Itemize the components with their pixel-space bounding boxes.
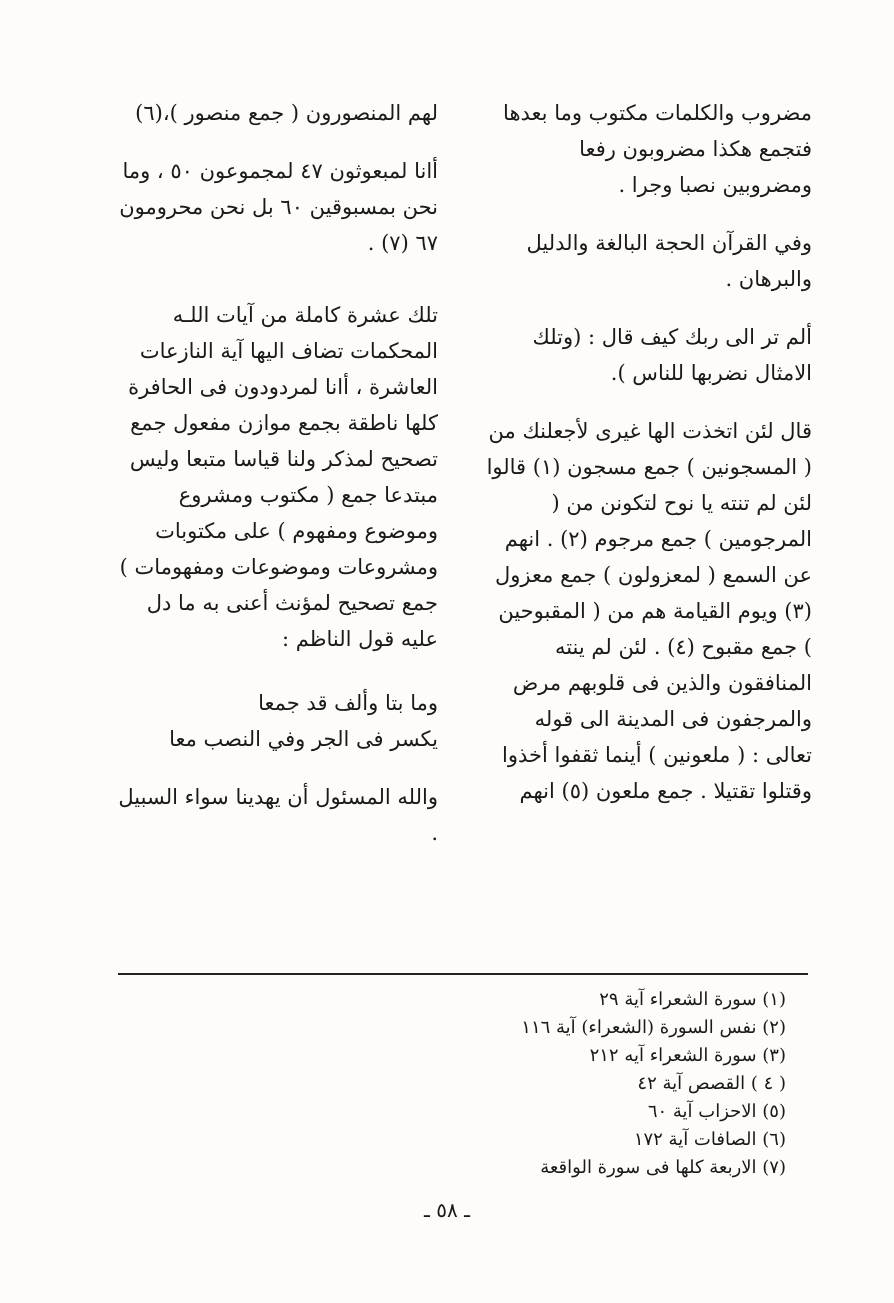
page-number: ـ ٥٨ ـ: [424, 1198, 470, 1222]
footnote-item: (٣) سورة الشعراء آيه ٢١٢: [589, 1045, 786, 1066]
footnote-item: (١) سورة الشعراء آية ٢٩: [599, 989, 786, 1010]
paragraph-ten-verses: تلك عشرة كاملة من آيات اللـه المحكمات تضاف اليها آية النازعات العاشرة ، أانا لمردودون فى الحافرة كلها ناطقة بجمع موازن مفعول جمع تصحيح لمذكر ولنا قياسا متبعا وليس مبتدعا جمع ( مكتوب ومشروع وموضوع ومفهوم ) على مكتوبات ومشروعات وموضوعات ومفهومات ) جمع تصحيح لمؤنث أعنى به ما دل عليه قول الناظم :: [119, 303, 438, 651]
paragraph-mansurun: لهم المنصورون ( جمع منصور )،(٦): [135, 101, 438, 125]
footnote-item: ( ٤ ) القصص آية ٤٢: [637, 1073, 786, 1094]
paragraph-mabuthun: أانا لمبعوثون ٤٧ لمجموعون ٥٠ ، وما نحن بمسبوقين ٦٠ بل نحن محرومون ٦٧ (٧) .: [119, 159, 438, 255]
footnote-item: (٢) نفس السورة (الشعراء) آية ١١٦: [521, 1017, 786, 1038]
left-column: [108, 95, 438, 851]
footnote-divider: [118, 973, 808, 975]
poem-line-1: وما بتا وألف قد جمعا: [258, 691, 438, 715]
paragraph-quran-proof: وفي القرآن الحجة البالغة والدليل والبرهان .: [526, 231, 812, 291]
paragraph-plural-forms: مضروب والكلمات مكتوب وما بعدها فتجمع هكذا مضروبون رفعا ومضروبين نصبا وجرا .: [503, 101, 812, 197]
footnote-item: (٦) الصافات آية ١٧٢: [633, 1129, 786, 1150]
right-column: [486, 95, 812, 809]
poem-line-2: يكسر فى الجر وفي النصب معا: [169, 727, 438, 751]
footnote-item: (٥) الاحزاب آية ٦٠: [647, 1101, 786, 1122]
paragraph-parables-verse: ألم تر الى ربك كيف قال : (وتلك الامثال نضربها للناس ).: [532, 325, 812, 385]
footnote-item: (٧) الاربعة كلها فى سورة الواقعة: [540, 1157, 786, 1178]
poem-verse: [108, 685, 438, 757]
closing-prayer: والله المسئول أن يهدينا سواء السبيل .: [118, 785, 438, 845]
footnotes-list: [460, 986, 786, 1182]
paragraph-quranic-examples: قال لئن اتخذت الها غيرى لأجعلنك من ( المسجونين ) جمع مسجون (١) قالوا لئن لم تنته يا نوح لتكونن من ( المرجومين ) جمع مرجوم (٢) . انهم عن السمع ( لمعزولون ) جمع معزول (٣) ويوم القيامة هم من ( المقبوحين ) جمع مقبوح (٤) . لئن لم ينته المنافقون والذين فى قلوبهم مرض والمرجفون فى المدينة الى قوله تعالى : ( ملعونين ) أينما ثقفوا أخذوا وقتلوا تقتيلا . جمع ملعون (٥) انهم: [486, 419, 812, 803]
